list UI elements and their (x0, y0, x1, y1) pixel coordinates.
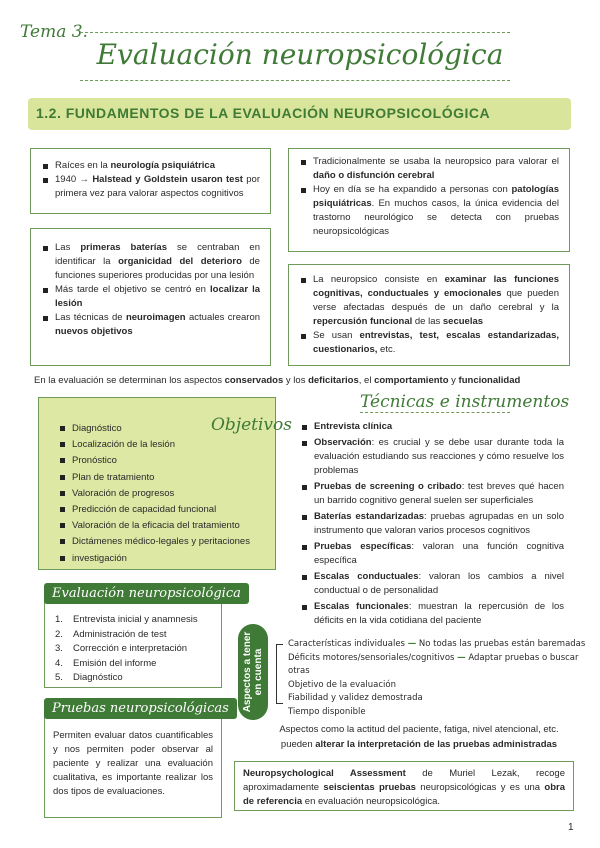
tecnicas-list (300, 420, 564, 628)
batteries-box (30, 228, 271, 366)
neuropsico-list (299, 273, 559, 357)
list-item: Pruebas específicas: valoran una función cognitiva específica (300, 540, 564, 568)
list-item: Diagnóstico (58, 421, 273, 437)
list-item: Dictámenes médico-legales y peritaciones (58, 534, 273, 550)
list-item: 3. Corrección e interpretación (55, 643, 188, 654)
list-item: Escalas conductuales: valoran los cambios a nivel conductual o de personalidad (300, 570, 564, 598)
list-item: Plan de tratamiento (58, 470, 273, 486)
list-item: Las técnicas de neuroimagen actuales crearon nuevos objetivos (41, 311, 260, 339)
list-item: Raíces en la neurología psiquiátrica (41, 159, 260, 173)
list-item: Valoración de la eficacia del tratamiento (58, 518, 273, 534)
list-item: Pronóstico (58, 453, 273, 469)
list-item: Escalas funcionales: muestran la repercusión de los déficits en la vida cotidiana del paciente (300, 600, 564, 628)
aspectos-list (288, 638, 588, 719)
tecnicas-dash (360, 412, 510, 413)
lezak-box (234, 761, 574, 811)
roots-list (41, 159, 260, 201)
list-item: 1. Entrevista inicial y anamnesis (55, 614, 198, 625)
list-item: 4. Emisión del informe (55, 657, 157, 669)
list-item: Baterías estandarizadas: pruebas agrupadas en un solo instrumento que valoran varios procesos cognitivos (300, 510, 564, 538)
traditional-list (299, 155, 559, 239)
lezak-text: Neuropsychological Assessment de Muriel Lezak, recoge aproximadamente seiscientas pruebas neuropsicológicas y es una obra de referencia en evaluación neuropsicológica. (243, 768, 565, 807)
aspectos-note: Aspectos como la actitud del paciente, fatiga, nivel atencional, etc. pueden alterar la interpretación de las pruebas administradas (279, 724, 559, 750)
list-item: Localización de la lesión (58, 437, 273, 453)
section-banner (28, 98, 571, 130)
list-item: Más tarde el objetivo se centró en localizar la lesión (41, 283, 260, 311)
eval-steps-box (44, 596, 222, 688)
evaluation-line: En la evaluación se determinan los aspectos conservados y los deficitarios, el comportamiento y funcionalidad (34, 375, 521, 386)
objetivos-title: Objetivos (211, 415, 292, 435)
list-item: investigación (58, 551, 273, 567)
pruebas-title: Pruebas neuropsicológicas (44, 698, 237, 719)
list-item: Observación: es crucial y se debe usar durante toda la evaluación estudiando sus reacciones y cómo resuelve los problemas (300, 436, 564, 478)
pruebas-text: Permiten evaluar datos cuantificables y nos permiten poder observar al paciente y realizar una evaluación cualitativa, es importante realizar los dos tipos de evaluaciones. (53, 730, 213, 797)
batteries-list (41, 241, 260, 339)
list-item: Características individuales — No todas las pruebas están baremadas (288, 639, 586, 649)
list-item: Fiabilidad y validez demostrada (288, 693, 423, 703)
aspectos-bracket (276, 644, 283, 704)
eval-steps-list (55, 613, 213, 686)
list-item: Tiempo disponible (288, 706, 366, 717)
list-item: 5. Diagnóstico (55, 672, 123, 683)
list-item: Las primeras baterías se centraban en identificar la organicidad del deterioro de funciones superiores producidas por una lesión (41, 241, 260, 283)
pruebas-box (44, 712, 222, 818)
list-item: Tradicionalmente se usaba la neuropsico para valorar el daño o disfunción cerebral (299, 155, 559, 183)
eval-steps-title: Evaluación neuropsicológica (44, 583, 249, 604)
tema-label: Tema 3. (20, 22, 88, 42)
aspectos-label-pill (238, 624, 268, 720)
header-dash-bottom (80, 80, 510, 81)
list-item: Déficits motores/sensoriales/cognitivos — Adaptar pruebas o buscar otras (288, 652, 579, 676)
neuropsico-box (288, 264, 570, 366)
list-item: La neuropsico consiste en examinar las funciones cognitivas, conductuales y emocionales que pueden verse afectadas después de un daño cerebral y la repercusión funcional de las secuelas (299, 273, 559, 329)
list-item: Se usan entrevistas, test, escalas estandarizadas, cuestionarios, etc. (299, 329, 559, 357)
list-item: 2. Administración de test (55, 628, 167, 640)
aspectos-label: Aspectos a tener en cuenta (242, 631, 264, 713)
objetivos-list (58, 421, 273, 567)
traditional-box (288, 148, 570, 252)
list-item: Entrevista clínica (300, 420, 564, 434)
list-item: Hoy en día se ha expandido a personas con patologías psiquiátricas. En muchos casos, la única evidencia del trastorno neurológico se detecta con pruebas neuropsicológicas (299, 183, 559, 239)
list-item: Pruebas de screening o cribado: test breves qué hacen un barrido cognitivo general suelen ser superficiales (300, 480, 564, 508)
page-number: 1 (568, 822, 574, 833)
list-item: Objetivo de la evaluación (288, 679, 396, 690)
list-item: 1940 → Halstead y Goldstein usaron test por primera vez para valorar aspectos cognitivos (41, 173, 260, 201)
roots-box (30, 148, 271, 214)
list-item: Predicción de capacidad funcional (58, 502, 273, 518)
header-dash-top (80, 32, 510, 33)
section-title: 1.2. FUNDAMENTOS DE LA EVALUACIÓN NEUROPSICOLÓGICA (36, 105, 491, 121)
list-item: Valoración de progresos (58, 486, 273, 502)
tecnicas-title: Técnicas e instrumentos (360, 392, 570, 412)
page-title: Evaluación neuropsicológica (96, 38, 504, 71)
